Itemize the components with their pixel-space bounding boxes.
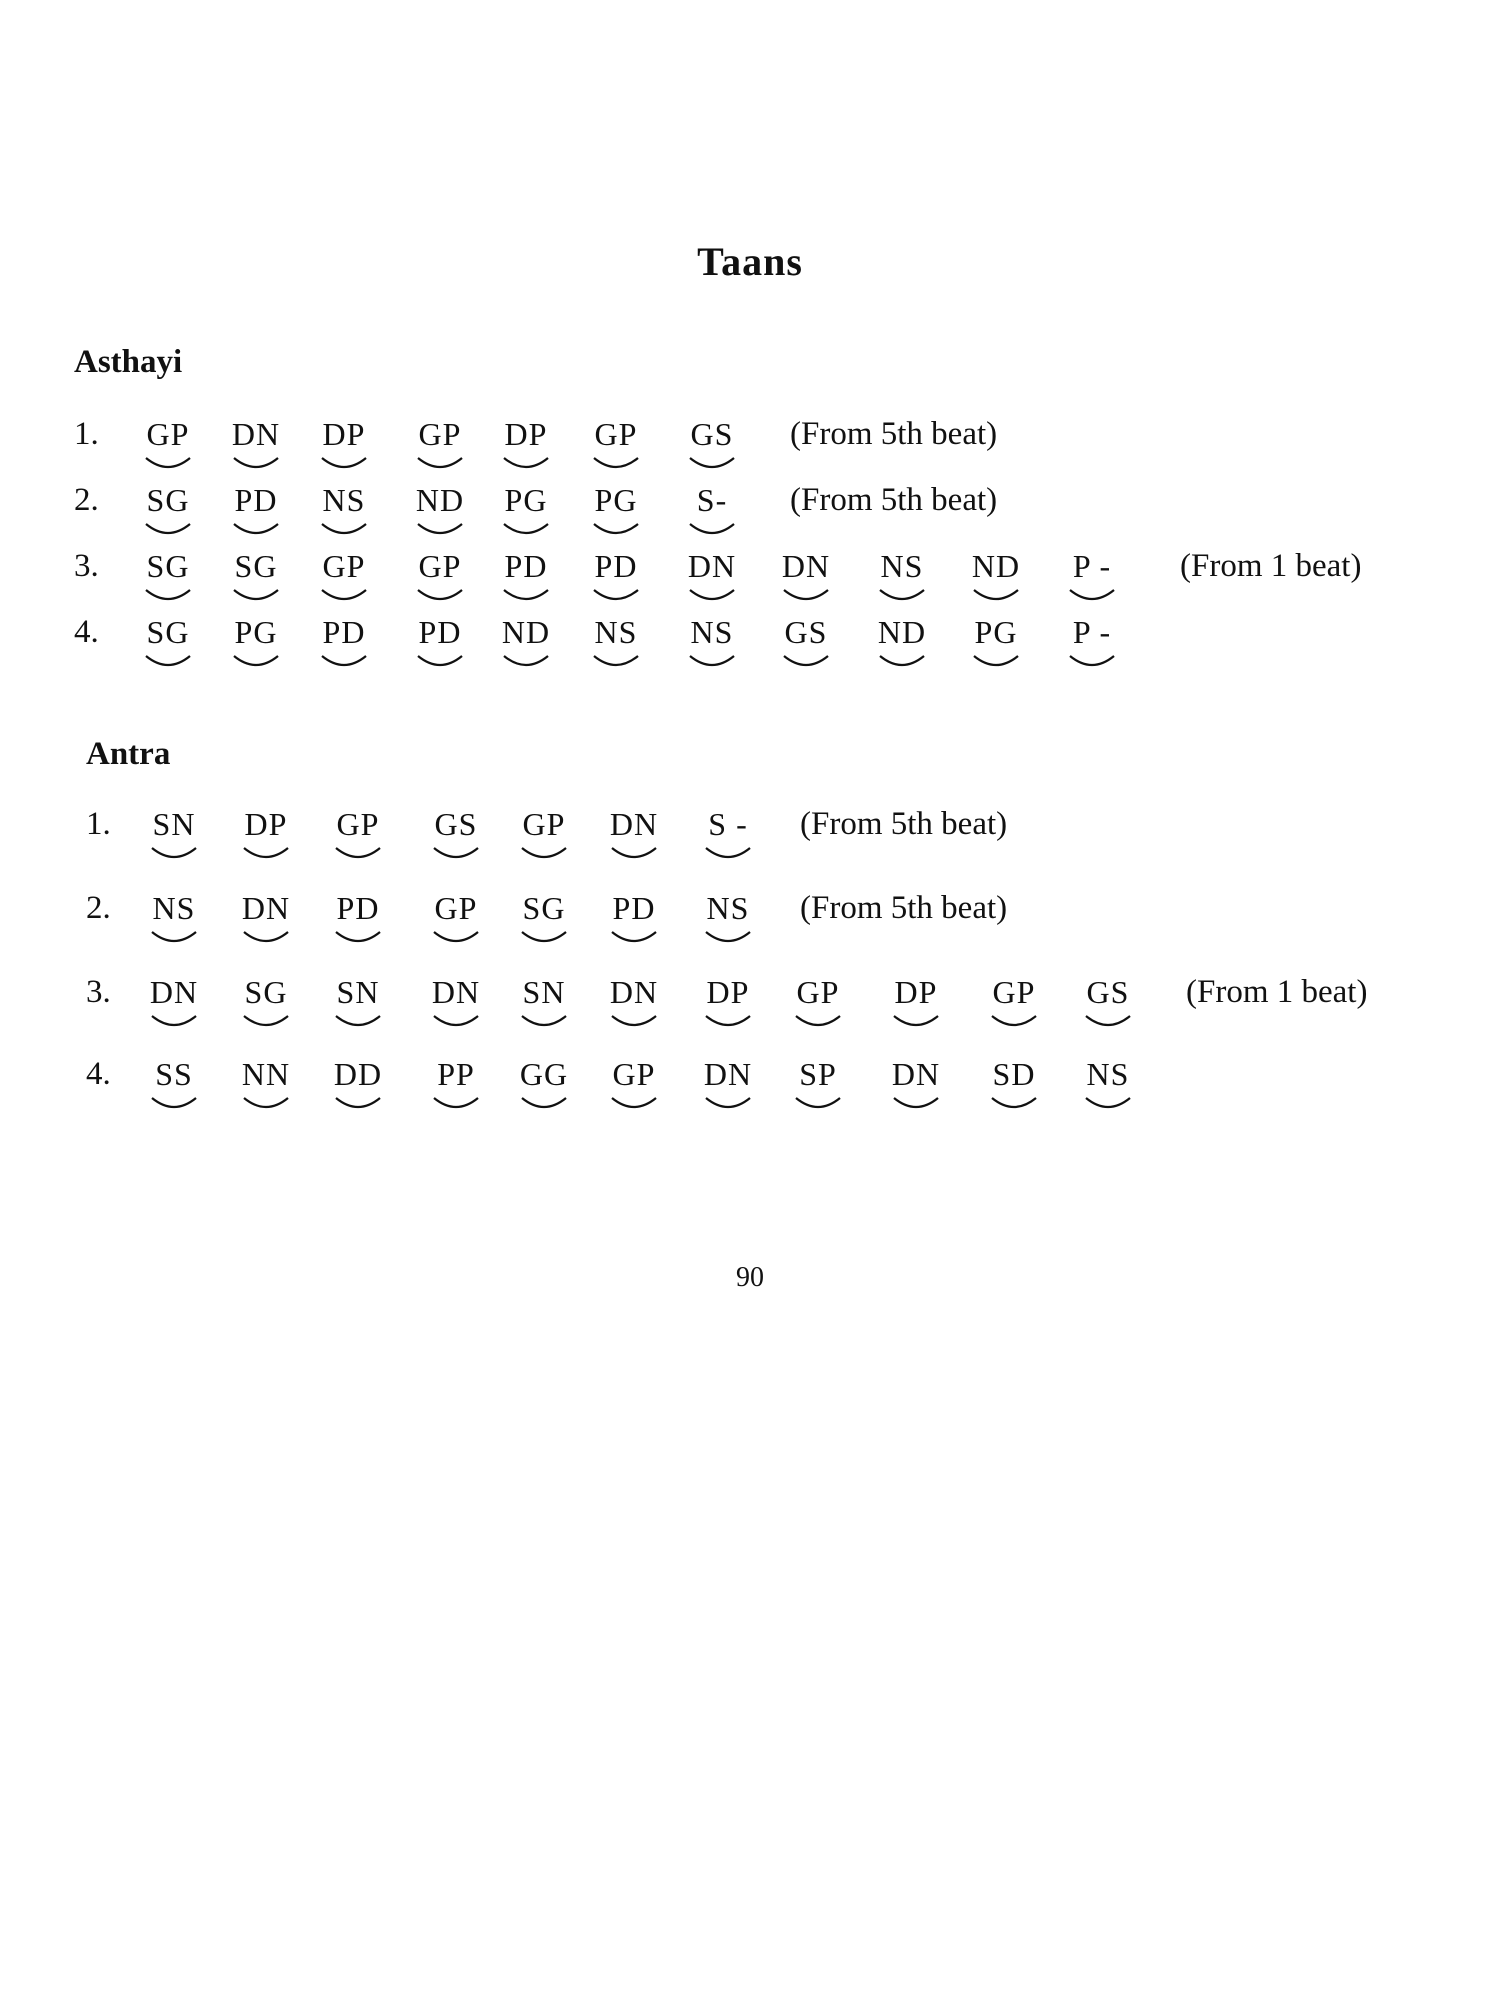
- note-group: [676, 476, 748, 546]
- slur-icon: [322, 968, 394, 1038]
- beat-note: (From 5th beat): [800, 806, 1008, 842]
- note-group: [220, 476, 292, 546]
- note-text: DN: [687, 548, 737, 584]
- note-group: [490, 476, 562, 546]
- line-number: 4.: [86, 1056, 111, 1092]
- note-group: [598, 884, 670, 954]
- slur-icon: [420, 884, 492, 954]
- slur-icon: [490, 542, 562, 612]
- note-text: S-: [696, 482, 728, 518]
- slur-icon: [508, 884, 580, 954]
- note-text: SG: [146, 482, 190, 518]
- note-group: [508, 800, 580, 870]
- slur-icon: [404, 476, 476, 546]
- note-text: SG: [234, 548, 278, 584]
- note-text: ND: [415, 482, 465, 518]
- slur-icon: [138, 1050, 210, 1120]
- note-group: [598, 968, 670, 1038]
- note-group: [420, 1050, 492, 1120]
- note-text: PG: [594, 482, 638, 518]
- note-text: SN: [522, 974, 566, 1010]
- note-group: [598, 1050, 670, 1120]
- slur-icon: [138, 968, 210, 1038]
- note-text: GP: [322, 548, 366, 584]
- note-text: GP: [336, 806, 380, 842]
- taan-line: [86, 884, 1480, 954]
- note-text: SN: [152, 806, 196, 842]
- slur-icon: [404, 542, 476, 612]
- note-group: [404, 410, 476, 480]
- note-group: [138, 884, 210, 954]
- slur-icon: [308, 608, 380, 678]
- note-group: [404, 608, 476, 678]
- slur-icon: [978, 1050, 1050, 1120]
- slur-icon: [220, 410, 292, 480]
- note-text: ND: [971, 548, 1021, 584]
- note-text: SG: [146, 614, 190, 650]
- slur-icon: [598, 884, 670, 954]
- note-text: PD: [234, 482, 278, 518]
- taan-line: [86, 1050, 1480, 1120]
- slur-icon: [770, 542, 842, 612]
- slur-icon: [404, 608, 476, 678]
- note-group: [420, 800, 492, 870]
- taan-line: [74, 410, 1480, 480]
- note-group: [508, 1050, 580, 1120]
- line-number: 4.: [74, 614, 99, 650]
- note-group: [490, 410, 562, 480]
- slur-icon: [308, 542, 380, 612]
- note-group: [676, 608, 748, 678]
- note-text: SP: [799, 1056, 837, 1092]
- slur-icon: [580, 410, 652, 480]
- beat-note: (From 5th beat): [790, 482, 998, 518]
- note-group: [866, 608, 938, 678]
- slur-icon: [676, 608, 748, 678]
- slur-icon: [1072, 968, 1144, 1038]
- note-group: [230, 1050, 302, 1120]
- slur-icon: [580, 542, 652, 612]
- note-text: SG: [522, 890, 566, 926]
- note-text: PD: [418, 614, 462, 650]
- slur-icon: [132, 476, 204, 546]
- slur-icon: [676, 410, 748, 480]
- slur-icon: [692, 884, 764, 954]
- note-text: GP: [796, 974, 840, 1010]
- note-text: DP: [504, 416, 548, 452]
- note-text: NN: [241, 1056, 291, 1092]
- note-text: PD: [504, 548, 548, 584]
- note-text: DN: [609, 974, 659, 1010]
- taan-line: [74, 542, 1480, 612]
- note-group: [138, 800, 210, 870]
- slur-icon: [692, 800, 764, 870]
- note-group: [580, 542, 652, 612]
- page-number: 90: [736, 1262, 764, 1293]
- slur-icon: [692, 1050, 764, 1120]
- note-text: PD: [336, 890, 380, 926]
- slur-icon: [978, 968, 1050, 1038]
- note-text: S -: [708, 806, 748, 842]
- slur-icon: [420, 1050, 492, 1120]
- note-text: DP: [322, 416, 366, 452]
- slur-icon: [598, 1050, 670, 1120]
- note-text: NS: [322, 482, 366, 518]
- slur-icon: [230, 1050, 302, 1120]
- taan-line: [86, 968, 1480, 1038]
- note-text: P -: [1072, 548, 1112, 584]
- note-text: DP: [244, 806, 288, 842]
- note-text: DD: [333, 1056, 383, 1092]
- note-text: GS: [434, 806, 478, 842]
- note-text: DN: [149, 974, 199, 1010]
- note-text: DN: [781, 548, 831, 584]
- slur-icon: [1056, 608, 1128, 678]
- slur-icon: [490, 410, 562, 480]
- note-group: [490, 608, 562, 678]
- note-text: ND: [877, 614, 927, 650]
- note-group: [420, 968, 492, 1038]
- slur-icon: [230, 800, 302, 870]
- section-title-antra: Antra: [86, 736, 171, 772]
- section-title-asthayi: Asthayi: [74, 344, 183, 380]
- slur-icon: [220, 542, 292, 612]
- slur-icon: [138, 800, 210, 870]
- note-group: [220, 542, 292, 612]
- note-text: PG: [234, 614, 278, 650]
- slur-icon: [322, 884, 394, 954]
- taan-line: [86, 800, 1480, 870]
- note-text: GP: [434, 890, 478, 926]
- slur-icon: [880, 968, 952, 1038]
- note-group: [880, 968, 952, 1038]
- slur-icon: [404, 410, 476, 480]
- slur-icon: [1072, 1050, 1144, 1120]
- note-text: PG: [974, 614, 1018, 650]
- note-group: [404, 476, 476, 546]
- slur-icon: [420, 968, 492, 1038]
- note-text: GP: [612, 1056, 656, 1092]
- note-group: [782, 1050, 854, 1120]
- note-group: [782, 968, 854, 1038]
- note-text: NS: [706, 890, 750, 926]
- note-text: GP: [992, 974, 1036, 1010]
- slur-icon: [580, 476, 652, 546]
- note-group: [490, 542, 562, 612]
- slur-icon: [230, 884, 302, 954]
- taan-line: [74, 608, 1480, 678]
- note-text: ND: [501, 614, 551, 650]
- note-text: SS: [155, 1056, 193, 1092]
- line-number: 2.: [86, 890, 111, 926]
- note-group: [770, 542, 842, 612]
- note-group: [420, 884, 492, 954]
- slur-icon: [866, 608, 938, 678]
- slur-icon: [770, 608, 842, 678]
- slur-icon: [598, 968, 670, 1038]
- note-group: [580, 410, 652, 480]
- note-group: [770, 608, 842, 678]
- slur-icon: [322, 800, 394, 870]
- slur-icon: [676, 542, 748, 612]
- slur-icon: [420, 800, 492, 870]
- slur-icon: [508, 968, 580, 1038]
- note-text: DP: [706, 974, 750, 1010]
- note-group: [508, 968, 580, 1038]
- beat-note: (From 5th beat): [790, 416, 998, 452]
- note-group: [692, 884, 764, 954]
- note-group: [138, 968, 210, 1038]
- note-text: GP: [418, 416, 462, 452]
- note-group: [1072, 1050, 1144, 1120]
- note-group: [132, 410, 204, 480]
- beat-note: (From 1 beat): [1186, 974, 1368, 1010]
- note-text: NS: [880, 548, 924, 584]
- note-group: [322, 884, 394, 954]
- note-group: [676, 542, 748, 612]
- note-text: GS: [784, 614, 828, 650]
- line-number: 2.: [74, 482, 99, 518]
- note-group: [866, 542, 938, 612]
- note-group: [308, 542, 380, 612]
- note-text: NS: [690, 614, 734, 650]
- note-text: SD: [992, 1056, 1036, 1092]
- note-text: SG: [244, 974, 288, 1010]
- line-number: 1.: [74, 416, 99, 452]
- note-group: [978, 968, 1050, 1038]
- note-group: [230, 968, 302, 1038]
- slur-icon: [490, 476, 562, 546]
- note-group: [880, 1050, 952, 1120]
- note-text: NS: [1086, 1056, 1130, 1092]
- slur-icon: [220, 476, 292, 546]
- taan-line: [74, 476, 1480, 546]
- note-text: DN: [609, 806, 659, 842]
- note-group: [322, 1050, 394, 1120]
- note-group: [692, 1050, 764, 1120]
- note-text: DN: [891, 1056, 941, 1092]
- slur-icon: [132, 410, 204, 480]
- slur-icon: [580, 608, 652, 678]
- note-group: [230, 884, 302, 954]
- slur-icon: [598, 800, 670, 870]
- slur-icon: [490, 608, 562, 678]
- slur-icon: [782, 968, 854, 1038]
- note-text: DP: [894, 974, 938, 1010]
- slur-icon: [230, 968, 302, 1038]
- note-group: [508, 884, 580, 954]
- note-text: GS: [1086, 974, 1130, 1010]
- slur-icon: [880, 1050, 952, 1120]
- slur-icon: [132, 608, 204, 678]
- note-text: DN: [241, 890, 291, 926]
- slur-icon: [508, 1050, 580, 1120]
- note-group: [960, 608, 1032, 678]
- note-text: PP: [437, 1056, 475, 1092]
- note-group: [230, 800, 302, 870]
- note-group: [132, 608, 204, 678]
- page-title: Taans: [697, 239, 803, 284]
- note-text: GP: [418, 548, 462, 584]
- note-group: [308, 608, 380, 678]
- note-group: [580, 608, 652, 678]
- note-group: [308, 476, 380, 546]
- note-text: NS: [152, 890, 196, 926]
- note-text: GG: [519, 1056, 569, 1092]
- note-group: [322, 800, 394, 870]
- slur-icon: [960, 542, 1032, 612]
- slur-icon: [1056, 542, 1128, 612]
- note-text: PD: [612, 890, 656, 926]
- note-text: PD: [594, 548, 638, 584]
- note-text: DN: [231, 416, 281, 452]
- slur-icon: [308, 410, 380, 480]
- note-text: GS: [690, 416, 734, 452]
- note-group: [322, 968, 394, 1038]
- note-text: DN: [431, 974, 481, 1010]
- slur-icon: [220, 608, 292, 678]
- slur-icon: [866, 542, 938, 612]
- note-text: NS: [594, 614, 638, 650]
- note-group: [960, 542, 1032, 612]
- note-group: [676, 410, 748, 480]
- slur-icon: [308, 476, 380, 546]
- note-text: GP: [594, 416, 638, 452]
- note-group: [132, 476, 204, 546]
- slur-icon: [692, 968, 764, 1038]
- note-group: [1072, 968, 1144, 1038]
- note-text: PG: [504, 482, 548, 518]
- slur-icon: [676, 476, 748, 546]
- note-group: [978, 1050, 1050, 1120]
- note-text: SN: [336, 974, 380, 1010]
- slur-icon: [132, 542, 204, 612]
- note-text: GP: [146, 416, 190, 452]
- note-group: [580, 476, 652, 546]
- note-text: SG: [146, 548, 190, 584]
- note-group: [404, 542, 476, 612]
- note-text: PD: [322, 614, 366, 650]
- note-group: [692, 968, 764, 1038]
- beat-note: (From 5th beat): [800, 890, 1008, 926]
- note-text: DN: [703, 1056, 753, 1092]
- note-group: [220, 410, 292, 480]
- note-group: [132, 542, 204, 612]
- note-group: [308, 410, 380, 480]
- slur-icon: [508, 800, 580, 870]
- note-text: P -: [1072, 614, 1112, 650]
- slur-icon: [138, 884, 210, 954]
- note-group: [1056, 542, 1128, 612]
- note-group: [1056, 608, 1128, 678]
- slur-icon: [960, 608, 1032, 678]
- line-number: 3.: [86, 974, 111, 1010]
- note-group: [138, 1050, 210, 1120]
- note-group: [692, 800, 764, 870]
- note-group: [220, 608, 292, 678]
- slur-icon: [782, 1050, 854, 1120]
- line-number: 3.: [74, 548, 99, 584]
- line-number: 1.: [86, 806, 111, 842]
- slur-icon: [322, 1050, 394, 1120]
- beat-note: (From 1 beat): [1180, 548, 1362, 584]
- note-text: GP: [522, 806, 566, 842]
- note-group: [598, 800, 670, 870]
